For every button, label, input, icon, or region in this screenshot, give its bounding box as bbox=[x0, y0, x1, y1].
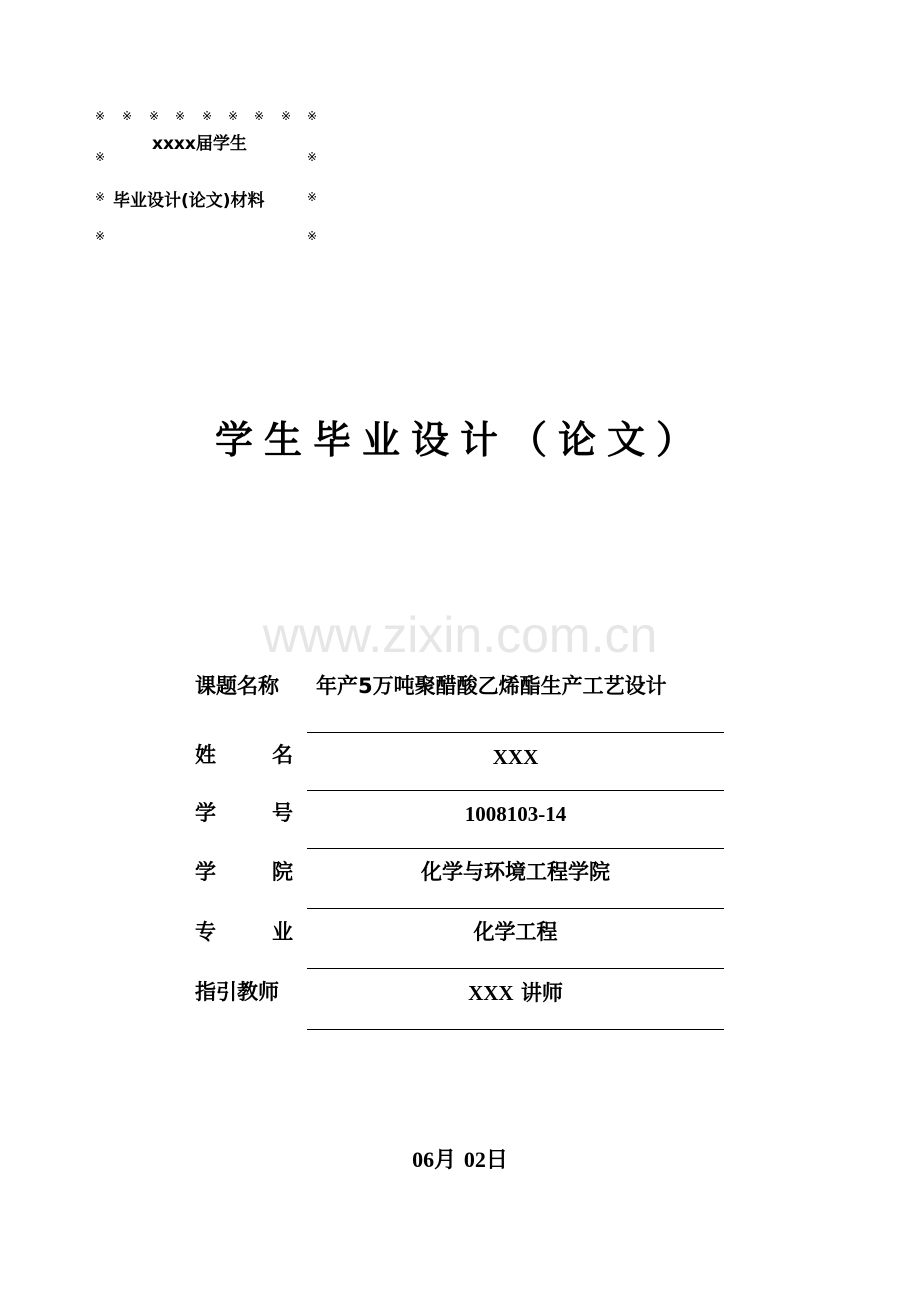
name-label-char: 名 bbox=[272, 743, 293, 767]
student-id-label-char: 号 bbox=[272, 801, 293, 825]
name-label bbox=[195, 741, 293, 769]
reference-mark-icon: ※ bbox=[254, 109, 265, 123]
reference-mark-icon: ※ bbox=[202, 109, 213, 123]
major-label-char: 专 bbox=[195, 920, 216, 944]
college-underline bbox=[307, 908, 724, 909]
college-label bbox=[195, 858, 293, 886]
topic-label: 课题名称 bbox=[195, 674, 279, 698]
college-value: 化学与环境工程学院 bbox=[421, 860, 610, 884]
name-label-char: 姓 bbox=[195, 743, 216, 767]
reference-mark-icon: ※ bbox=[307, 109, 318, 123]
date-month-number: 06 bbox=[412, 1147, 435, 1172]
college-label-char: 学 bbox=[195, 860, 216, 884]
date-day-number: 02 bbox=[463, 1147, 486, 1172]
advisor-title: 讲师 bbox=[520, 981, 563, 1005]
thesis-materials-label: 毕业设计(论文)材料 bbox=[113, 191, 265, 211]
page-title: 学生毕业设计（论文） bbox=[214, 418, 705, 462]
student-id-label bbox=[195, 799, 293, 827]
reference-mark-icon: ※ bbox=[307, 229, 318, 243]
major-value: 化学工程 bbox=[473, 920, 558, 944]
name-underline bbox=[307, 790, 724, 791]
student-id-underline bbox=[307, 848, 724, 849]
reference-mark-icon: ※ bbox=[175, 109, 186, 123]
reference-mark-icon: ※ bbox=[307, 150, 318, 164]
reference-mark-icon: ※ bbox=[281, 109, 292, 123]
college-label-char: 院 bbox=[272, 860, 293, 884]
advisor-value bbox=[307, 979, 724, 1007]
reference-mark-icon: ※ bbox=[149, 109, 160, 123]
major-underline bbox=[307, 968, 724, 969]
advisor-name: XXX bbox=[468, 981, 514, 1005]
student-id-label-char: 学 bbox=[195, 801, 216, 825]
date-day-unit: 日 bbox=[485, 1148, 508, 1173]
advisor-underline bbox=[307, 1029, 724, 1030]
reference-mark-icon: ※ bbox=[95, 190, 106, 204]
advisor-label: 指引教师 bbox=[195, 980, 279, 1004]
graduation-year-label: xxxx届学生 bbox=[152, 134, 247, 154]
major-label bbox=[195, 918, 293, 946]
reference-mark-icon: ※ bbox=[95, 150, 106, 164]
submission-date bbox=[0, 1145, 920, 1176]
reference-mark-icon: ※ bbox=[228, 109, 239, 123]
student-id-value: 1008103-14 bbox=[464, 802, 567, 826]
topic-underline bbox=[307, 732, 724, 733]
reference-mark-icon: ※ bbox=[95, 109, 106, 123]
watermark: www.zixin.com.cn bbox=[262, 607, 658, 663]
reference-mark-icon: ※ bbox=[307, 190, 318, 204]
topic-value: 年产5万吨聚醋酸乙烯酯生产工艺设计 bbox=[316, 674, 667, 698]
major-label-char: 业 bbox=[272, 920, 293, 944]
name-value: XXX bbox=[492, 745, 539, 769]
reference-mark-icon: ※ bbox=[95, 229, 106, 243]
date-month-unit: 月 bbox=[434, 1148, 457, 1173]
reference-mark-icon: ※ bbox=[122, 109, 133, 123]
